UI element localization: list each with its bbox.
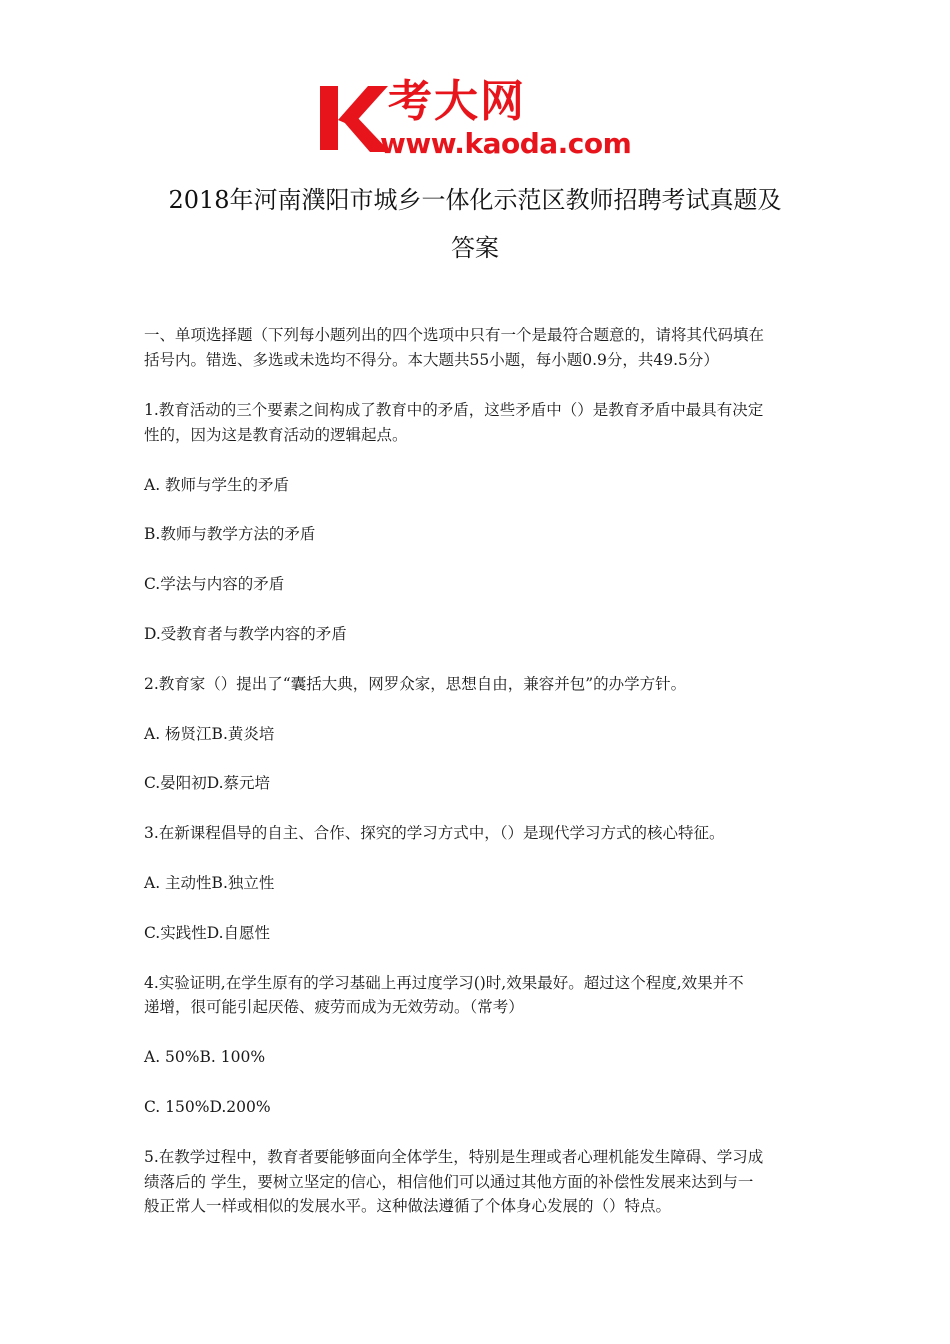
q4-stem-line1: 4.实验证明,在学生原有的学习基础上再过度学习()时,效果最好。超过这个程度,效果并不 bbox=[144, 974, 744, 992]
q4-options-ab: A. 50%B. 100% bbox=[144, 1048, 266, 1066]
q1-stem-line2: 性的，因为这是教育活动的逻辑起点。 bbox=[144, 426, 408, 444]
document-title-line2: 答案 bbox=[451, 234, 499, 262]
q4-stem-line2: 递增，很可能引起厌倦、疲劳而成为无效劳动。（常考） bbox=[144, 998, 524, 1016]
q1-option-c: C.学法与内容的矛盾 bbox=[144, 575, 285, 593]
section-instructions-line1: 一、单项选择题（下列每小题列出的四个选项中只有一个是最符合题意的，请将其代码填在 bbox=[144, 326, 765, 344]
q1-option-d: D.受教育者与教学内容的矛盾 bbox=[144, 625, 347, 643]
q3-options-cd: C.实践性D.自愿性 bbox=[144, 924, 271, 942]
q1-option-a: A. 教师与学生的矛盾 bbox=[144, 476, 290, 494]
q1-option-b: B.教师与教学方法的矛盾 bbox=[144, 525, 316, 543]
q2-stem: 2.教育家（）提出了“囊括大典，网罗众家，思想自由，兼容并包”的办学方针。 bbox=[144, 675, 687, 693]
q3-options-ab: A. 主动性B.独立性 bbox=[144, 874, 275, 892]
q1-stem-line1: 1.教育活动的三个要素之间构成了教育中的矛盾，这些矛盾中（）是教育矛盾中最具有决定 bbox=[144, 401, 764, 419]
q3-stem: 3.在新课程倡导的自主、合作、探究的学习方式中，（）是现代学习方式的核心特征。 bbox=[144, 824, 725, 842]
logo-chinese-text: 考大网 bbox=[388, 76, 526, 127]
kaoda-logo bbox=[318, 76, 638, 160]
q2-options-ab: A. 杨贤江B.黄炎培 bbox=[144, 725, 275, 743]
q5-stem-line1: 5.在教学过程中，教育者要能够面向全体学生，特别是生理或者心理机能发生障碍、学习成 bbox=[144, 1148, 764, 1166]
q4-options-cd: C. 150%D.200% bbox=[144, 1098, 271, 1116]
q2-options-cd: C.晏阳初D.蔡元培 bbox=[144, 774, 271, 792]
document-title-line1: 2018年河南濮阳市城乡一体化示范区教师招聘考试真题及 bbox=[168, 186, 782, 214]
section-instructions-line2: 括号内。错选、多选或未选均不得分。本大题共55小题，每小题0.9分，共49.5分） bbox=[144, 351, 719, 369]
q5-stem-line3: 般正常人一样或相似的发展水平。这种做法遵循了个体身心发展的（）特点。 bbox=[144, 1197, 672, 1215]
logo-url-text: www.kaoda.com bbox=[380, 127, 632, 160]
q5-stem-line2: 绩落后的 学生，要树立坚定的信心，相信他们可以通过其他方面的补偿性发展来达到与一 bbox=[144, 1173, 754, 1191]
